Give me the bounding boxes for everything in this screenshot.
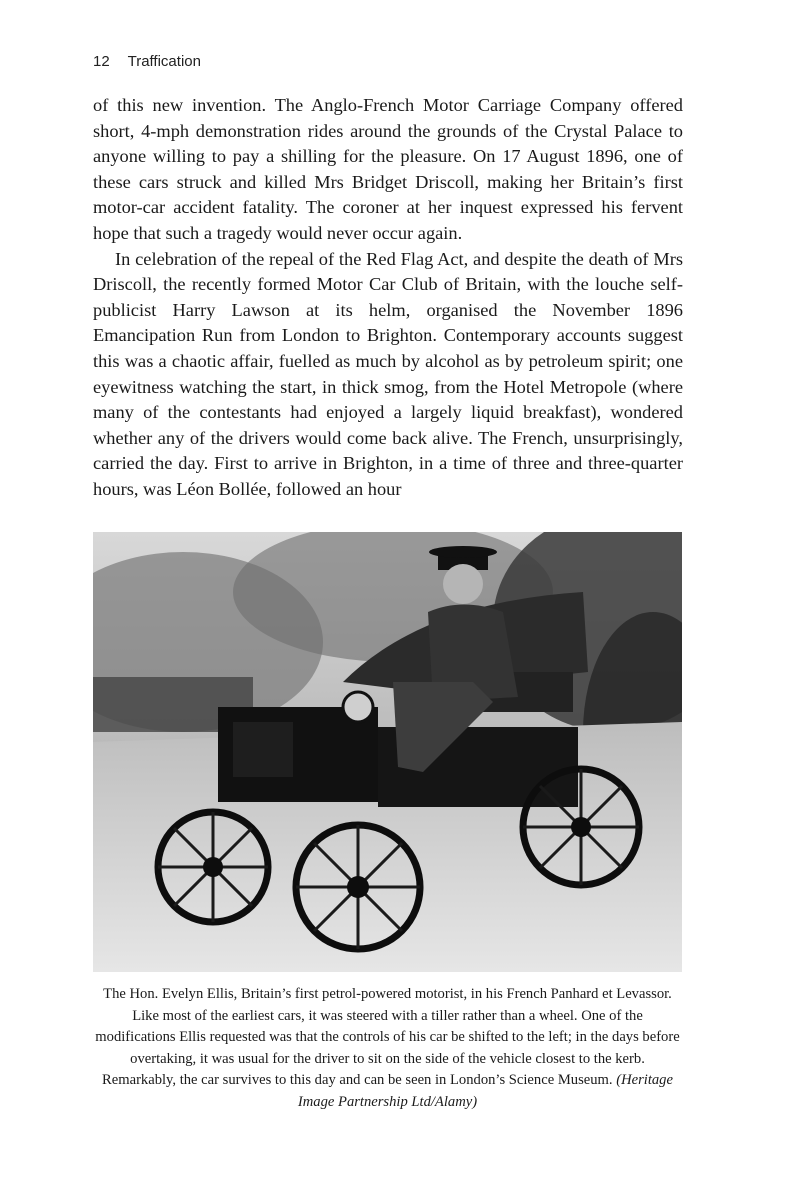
caption-credit: (Heritage Image Partnership Ltd/Alamy) <box>297 1072 673 1110</box>
running-head <box>93 53 201 70</box>
page-number: 12 <box>93 53 110 70</box>
paragraph: In celebration of the repeal of the Red Flag Act, and despite the death of Mrs Driscoll, the recently formed Motor Car Club of Britain, with the louche self-publicist Harry Lawson at its helm, organised the November 1896 Emancipation Run from London to Brighton. Contemporary accounts suggest this was a chaotic affair, fuelled as much by alcohol as by petroleum spirit; one eyewitness watching the start, in thick smog, from the Hotel Metropole (where many of the contestants had enjoyed a largely liquid breakfast), wondered whether any of the drivers would come back alive. The French, unsurprisingly, carried the day. First to arrive in Brighton, in a time of three and three-quarter hours, was Léon Bollée, followed an hour <box>93 248 683 499</box>
figure-caption <box>93 984 682 1113</box>
body-text <box>93 93 683 503</box>
running-title: Traffication <box>127 53 201 70</box>
paragraph-continued: of this new invention. The Anglo-French Motor Carriage Company offered short, 4-mph demonstration rides around the grounds of the Crystal Palace to anyone willing to pay a shilling for the pleasure. On 17 August 1896, one of these cars struck and killed Mrs Bridget Driscoll, making her Britain’s first motor-car accident fatality. The coroner at her inquest expressed his fervent hope that such a tragedy would never occur again. <box>93 95 683 243</box>
vintage-car-photo <box>93 532 682 972</box>
photograph <box>93 532 682 972</box>
caption-text: The Hon. Evelyn Ellis, Britain’s first petrol-powered motorist, in his French Panhard et Levassor. Like most of the earliest cars, it was steered with a tiller rather than a wheel. One of the modifications Ellis requested was that the controls of his car be shifted to the left; in the days before overtaking, it was usual for the driver to sit on the side of the vehicle closest to the kerb. Remarkably, the car survives to this day and can be seen in London’s Science Museum. <box>95 986 680 1088</box>
